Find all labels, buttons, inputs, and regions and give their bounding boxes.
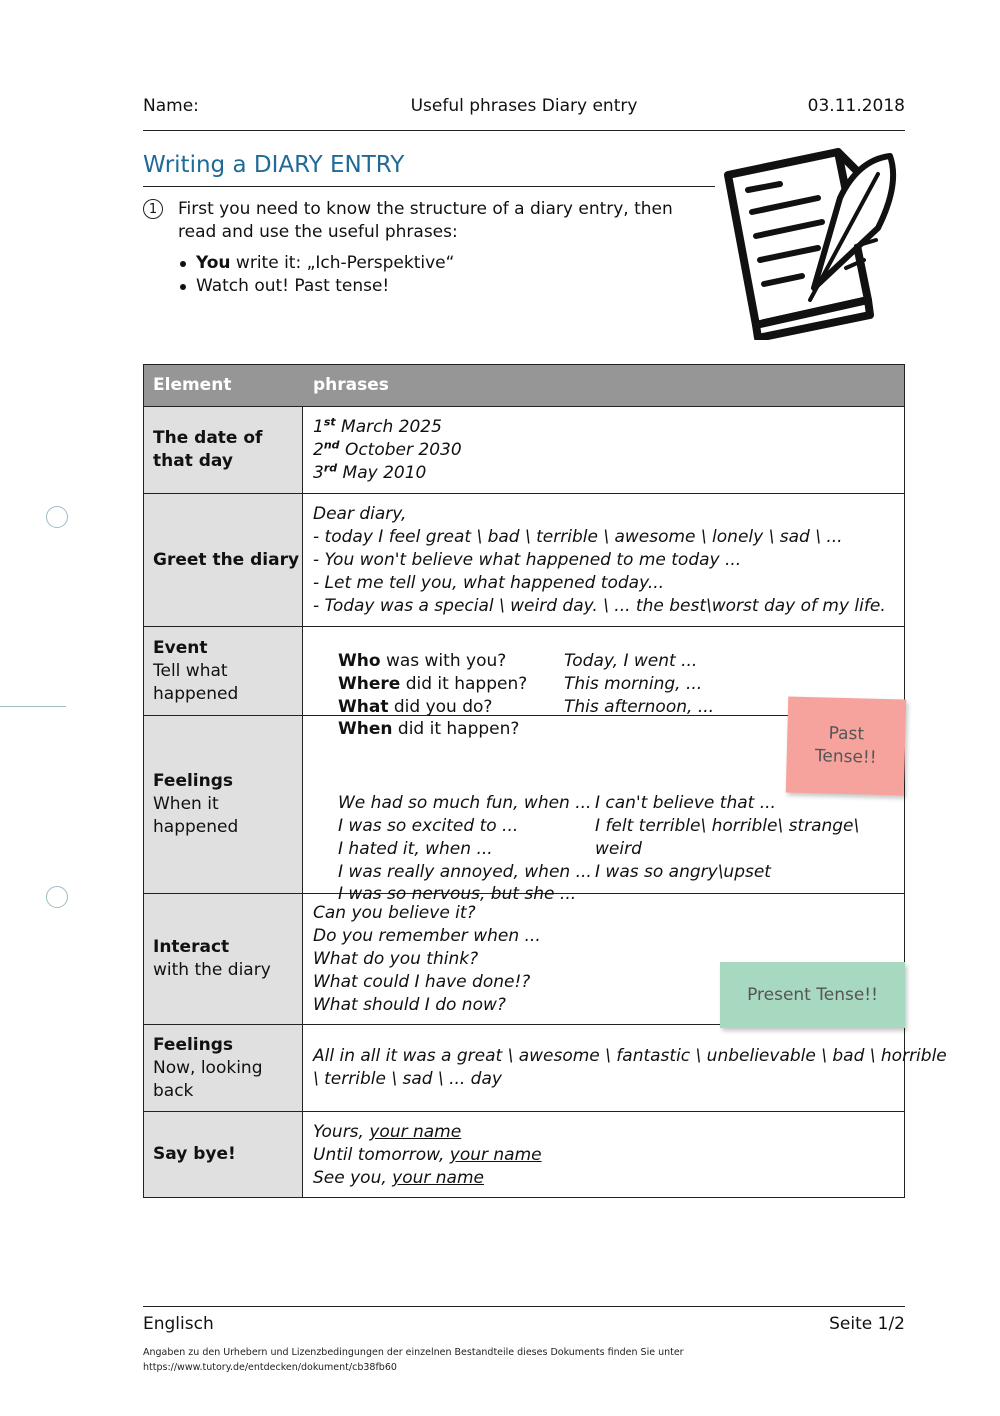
row-label: Feelings Now, looking back: [144, 1025, 303, 1111]
row-label: Interact with the diary: [144, 894, 303, 1024]
table-row-greet: [144, 493, 904, 626]
feelings-phrase: We had so much fun, when ...: [338, 793, 592, 813]
feelings-phrase: I was so angry\upset: [595, 862, 771, 882]
table-row-bye: [144, 1111, 904, 1197]
bullet-item: You write it: „Ich-Perspektive“: [178, 252, 454, 275]
header-title: Useful phrases Diary entry: [410, 96, 638, 116]
sticky-note-present-tense: Present Tense!!: [720, 962, 905, 1028]
footer-subject: Englisch: [143, 1314, 214, 1334]
row-label: The date of that day: [144, 407, 303, 493]
sticky-note-past-tense: Past Tense!!: [786, 696, 906, 795]
section-title: Writing a DIARY ENTRY: [143, 152, 715, 187]
feelings-phrase: I was so excited to ...: [338, 816, 519, 836]
table-row-feelings-now: [144, 1024, 947, 1111]
page-header: [143, 94, 905, 131]
event-question: When did it happen?: [338, 719, 520, 739]
feelings-now-phrases: All in all it was a great \ awesome \ fantastic \ unbelievable \ bad \ horrible \ terrible \ sad \ ... day: [313, 1046, 947, 1089]
task-number-icon: 1: [143, 199, 163, 219]
punch-hole-bottom: [46, 886, 68, 908]
event-question: Who was with you?: [338, 651, 507, 671]
fold-mark: [0, 706, 66, 707]
event-starter: This afternoon, ...: [564, 697, 715, 717]
header-date: 03.11.2018: [807, 96, 905, 116]
interact-phrases: Can you believe it? Do you remember when ... What do you think? What could I have done!? What should I do now?: [313, 903, 541, 1015]
footer-page: Seite 1/2: [829, 1314, 905, 1334]
feelings-phrase: I was really annoyed, when ...: [338, 862, 592, 882]
page-footer: [143, 1306, 905, 1334]
feelings-phrase: I felt terrible\ horrible\ strange\: [595, 816, 860, 836]
row-label: Event Tell what happened: [144, 627, 303, 715]
feelings-phrase: I hated it, when ...: [338, 839, 493, 859]
greet-phrases: Dear diary, - today I feel great \ bad \ terrible \ awesome \ lonely \ sad \ ... - You won't believe what happened to me today ... - Let me tell you, what happened today... - Today was a special \ weird day. \ ... the best\worst day of my life.: [313, 504, 886, 616]
bye-phrases: Yours, your name Until tomorrow, your name See you, your name: [313, 1122, 542, 1188]
credit-link[interactable]: https://www.tutory.de/entdecken/dokument/cb38fb60: [143, 1362, 397, 1373]
row-label: Greet the diary: [144, 494, 303, 626]
event-question: What did you do?: [338, 697, 493, 717]
table-row-date: [144, 406, 904, 493]
diary-quill-icon: [718, 140, 908, 340]
event-question: Where did it happen?: [338, 674, 528, 694]
col-header-element: Element: [153, 375, 232, 395]
table-header: [144, 365, 904, 406]
date-phrases: 1st March 2025 2nd October 2030 3rd May 2010: [313, 415, 462, 483]
row-label: Say bye!: [144, 1112, 303, 1197]
event-starter: Today, I went ...: [564, 651, 698, 671]
task-instruction: First you need to know the structure of a diary entry, then read and use the useful phrases:: [178, 199, 673, 242]
row-label: Feelings When it happened: [144, 716, 303, 893]
col-header-phrases: phrases: [313, 375, 389, 395]
bullet-item: Watch out! Past tense!: [178, 275, 454, 298]
task-bullets: [178, 252, 454, 298]
feelings-phrase: weird: [595, 839, 642, 859]
punch-hole-top: [46, 506, 68, 528]
event-starter: This morning, ...: [564, 674, 703, 694]
feelings-phrase: I can't believe that ...: [595, 793, 776, 813]
credit-notice: Angaben zu den Urhebern und Lizenzbedingungen der einzelnen Bestandteile dieses Dokuments finden Sie unter https://www.tutory.de/entdecken/dokument/cb38fb60: [143, 1345, 905, 1375]
feelings-phrase: I was so nervous, but she ...: [338, 884, 577, 904]
name-label: Name:: [143, 96, 199, 116]
